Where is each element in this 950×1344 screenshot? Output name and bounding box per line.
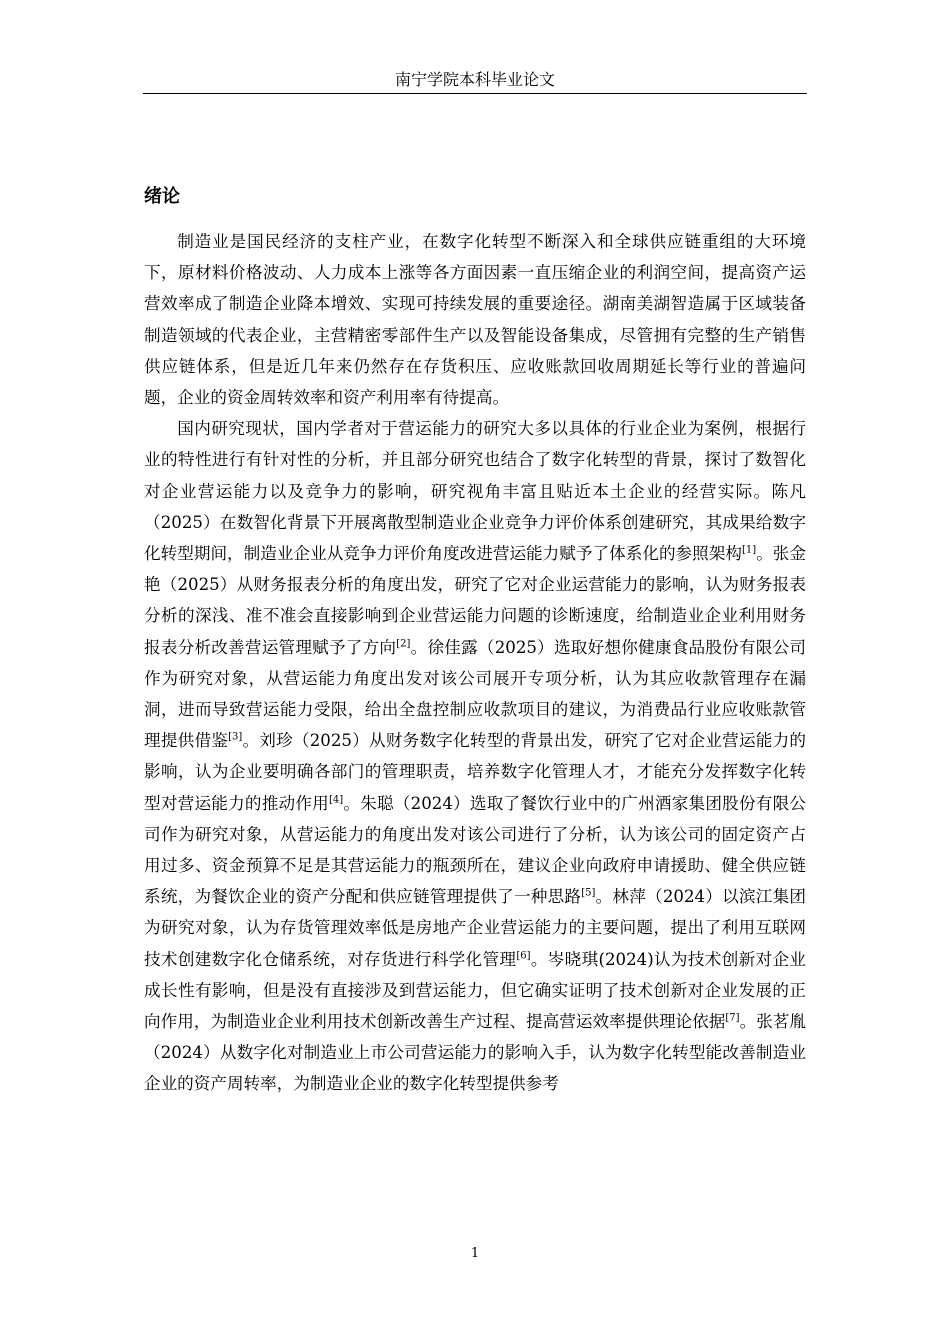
body-text — [144, 226, 806, 1100]
section-heading: 绪论 — [144, 186, 180, 207]
running-header: 南宁学院本科毕业论文 — [394, 70, 555, 89]
citation-5[interactable]: [5] — [581, 887, 596, 899]
header-divider — [143, 93, 807, 94]
text-run: 。林萍（2024）以滨江集团为研究对象，认为存货管理效率低是房地产企业营运能力的主要问题，提出了利用互联网技术创建数字化仓储系统，对存货进行科学化管理 — [144, 887, 807, 969]
citation-7[interactable]: [7] — [725, 1012, 740, 1024]
page-number: 1 — [470, 1246, 480, 1261]
text-run: 。张茗胤（2024）从数字化对制造业上市公司营运能力的影响入手，认为数字化转型能改善制造业企业的资产周转率，为制造业企业的数字化转型提供参考 — [144, 1012, 807, 1094]
citation-6[interactable]: [6] — [516, 950, 531, 962]
paragraph-literature-review — [144, 413, 806, 1099]
citation-2[interactable]: [2] — [396, 638, 411, 650]
text-run: 。张金艳（2025）从财务报表分析的角度出发，研究了它对企业运营能力的影响，认为财务报表分析的深浅、准不准会直接影响到企业营运能力问题的诊断速度，给制造业企业利用财务报表分析改善营运管理赋予了方向 — [144, 544, 807, 657]
citation-1[interactable]: [1] — [742, 544, 757, 556]
text-run: 。岑晓琪(2024)认为技术创新对企业成长性有影响，但是没有直接涉及到营运能力，但它确实证明了技术创新对企业发展的正向作用，为制造业企业利用技术创新改善生产过程、提高营运效率提供理论依据 — [144, 949, 806, 1032]
text-run: 。刘珍（2025）从财务数字化转型的背景出发，研究了它对企业营运能力的影响，认为企业要明确各部门的管理职责，培养数字化管理人才，才能充分发挥数字化转型对营运能力的推动作用 — [144, 731, 807, 813]
citation-4[interactable]: [4] — [328, 794, 344, 806]
paragraph-intro: 制造业是国民经济的支柱产业，在数字化转型不断深入和全球供应链重组的大环境下，原材料价格波动、人力成本上涨等各方面因素一直压缩企业的利润空间，提高资产运营效率成了制造企业降本增效、实现可持续发展的重要途径。湖南美湖智造属于区域装备制造领域的代表企业，主营精密零部件生产以及智能设备集成，尽管拥有完整的生产销售供应链体系，但是近几年来仍然存在存货积压、应收账款回收周期延长等行业的普遍问题，企业的资金周转效率和资产利用率有待提高。 — [144, 232, 806, 408]
text-run: 。徐佳露（2025）选取好想你健康食品股份有限公司作为研究对象，从营运能力角度出发对该公司展开专项分析，认为其应收款管理存在漏洞，进而导致营运能力受限，给出全盘控制应收款项目的建议，为消费品行业应收账款管理提供借鉴 — [144, 637, 807, 751]
text-run: 。朱聪（2024）选取了餐饮行业中的广州酒家集团股份有限公司作为研究对象，从营运能力的角度出发对该公司进行了分析，认为该公司的固定资产占用过多、资金预算不足是其营运能力的瓶颈所在，建议企业向政府申请援助、健全供应链系统，为餐饮企业的资产分配和供应链管理提供了一种思路 — [144, 793, 807, 907]
text-run: 国内研究现状，国内学者对于营运能力的研究大多以具体的行业企业为案例，根据行业的特性进行有针对性的分析，并且部分研究也结合了数字化转型的背景，探讨了数智化对企业营运能力以及竞争力的影响，研究视角丰富且贴近本土企业的经营实际。陈凡（2025）在数智化背景下开展离散型制造业企业竞争力评价体系创建研究，其成果给数字化转型期间，制造业企业从竞争力评价角度改进营运能力赋予了体系化的参照架构 — [144, 419, 806, 564]
citation-3[interactable]: [3] — [228, 731, 243, 743]
